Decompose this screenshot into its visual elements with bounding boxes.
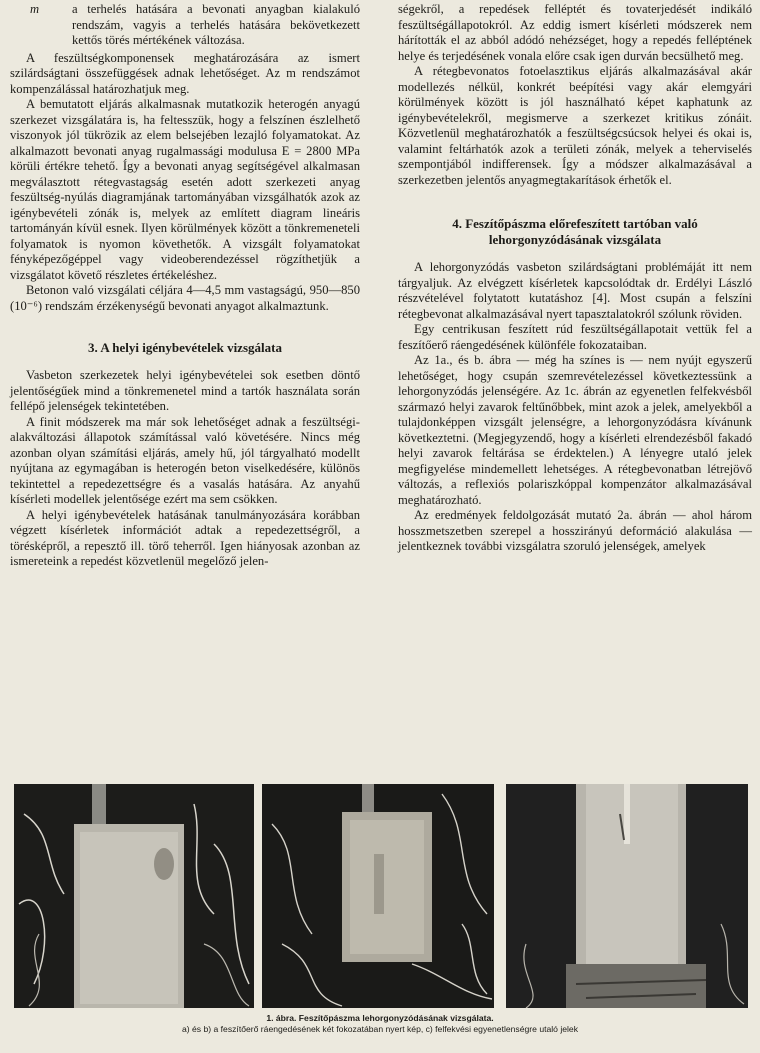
paragraph: Egy centrikusan feszített rúd feszültségállapotait vettük fel a feszítőerő ráengedésének különféle fokozataiban. (398, 322, 752, 352)
symbol-legend (10, 2, 360, 49)
left-column (10, 2, 360, 570)
paragraph: A finit módszerek ma már sok lehetőséget adnak a feszültségi-alakváltozási állapotok számítással való követésére. Nincs még azonban olyan számítási eljárás, amely hű, jól tárgyalható modellt nyújtana az egymagában is heterogén beton viselkedésére, különös tekintettel a repedezettségre és a vasalás hatására. Az anyahű kísérleti modellek jelentősége ezért ma sem csökken. (10, 414, 360, 506)
paragraph: ségekről, a repedések felléptét és tovaterjedését indikáló feszültségállapotokról. Az eddig ismert kísérleti módszerek nem hárították el az abból adódó nehézséget, hogy a repedés felléptének helye és terjedésének vonala előre csak igen durván becsülhető meg. (398, 2, 752, 63)
figure-caption (80, 1013, 680, 1035)
figure-photo-a (14, 784, 254, 1008)
paragraph: A feszültségkomponensek meghatározására az ismert szilárdságtani összefüggések adnak lehetőséget. Az m rendszámot kompenzálással határozhatjuk meg. (10, 50, 360, 96)
paragraph: Az 1a., és b. ábra — még ha színes is — nem nyújt egyszerű lehetőséget, hogy csupán szemrevételezéssel következtessünk a lehorgonyzódás jelenségére. Az 1c. ábrán az egyenetlen felfekvésből származó helyi zavarok feltűnőbbek, mint azok a jelek, amelyekből a tulajdonképpen vizsgált jelenségre, a lehorgonyzódásra kívánunk következtetni. (Megjegyzendő, hogy a kísérleti elrendezésből fakadó helyi zavarok feltárása se érdektelen.) A lényegre utaló jelek megfigyelése mindemellett lehetséges. A rétegbevonatban létrejövő változás, a reflexiós polariszkóppal kompenzátor alkalmazásával meghatározható. (398, 353, 752, 507)
caption-text: a) és b) a feszítőerő ráengedésének két fokozatában nyert kép, c) felfekvési egyenetlenségre utaló jelek (181, 1024, 579, 1034)
right-column (398, 2, 752, 555)
paragraph: Az eredmények feldolgozását mutató 2a. ábrán — ahol három hosszmetszetben szerepel a hosszirányú deformáció alakulása — jelentkeznek további vizsgálatra szoruló jelenségek, amelyek (398, 508, 752, 553)
figure-photo-b (262, 784, 494, 1008)
caption-title: 1. ábra. Feszítőpászma lehorgonyzódásának vizsgálata. (266, 1013, 494, 1023)
paragraph: Betonon való vizsgálati céljára 4—4,5 mm vastagságú, 950—850 (10⁻⁶) rendszám érzékenységű bevonati anyagot alkalmaztunk. (10, 283, 360, 313)
section-heading-4: 4. Feszítőpászma előrefeszített tartóban való lehorgonyzódásának vizsgálata (452, 216, 698, 247)
paragraph: A bemutatott eljárás alkalmasnak mutatkozik heterogén anyagú szerkezet vizsgálatára is, ha feltesszük, hogy a felszínen észlelhető viszonyok jól tükrözik az elem belsejében lezajló folyamatokat. Az alkalmazott bevonati anyag rugalmassági modulusa E = 2800 MPa körüli értékre tehető. Így a bevonati anyag segítségével alkalmasan megválasztott rétegvastagság esetén adott szerkezeti anyag feszültség-nyúlás diagramjának tartományában vizsgálhatók azok az igénybevételi zónák is, melyek az említett diagram lineáris tartományán kívül esnek. Ilyen körülmények között a tönkremeneteli folyamatok is nyomon követhetők. A vizsgált folyamatokat fényképezőgéppel vagy videoberendezéssel rögzíthetjük a vizsgálatot követő részletes értékeléshez. (10, 97, 360, 282)
figure-photo-c (506, 784, 748, 1008)
paragraph: A lehorgonyzódás vasbeton szilárdságtani problémáját itt nem tárgyaljuk. Az elvégzett kísérletek kapcsolódtak dr. Erdélyi László részvételével folytatott kutatáshoz [4]. Most csupán a felszíni rétegbevonat alkalmazásával nyert tapasztalatokról szólunk röviden. (398, 260, 752, 321)
paragraph: A rétegbevonatos fotoelasztikus eljárás alkalmazásával akár modellezés nélkül, konkrét beépítési vagy akár elemgyári körülmények között is jól használható képet kaphatunk az igénybevételekről, megismerve a szerkezet kritikus zónáit. Közvetlenül meghatározhatók a feszültségcsúcsok helyei és okai is, valamint feltárhatók azok a területi zónák, melyek a teherviselés szempontjából indifferensek. Így a módszer alkalmazásával a szerkezetben jelentős anyagmegtakarítások érhetők el. (398, 64, 752, 187)
figure-photos (14, 784, 748, 1008)
section-heading-3: 3. A helyi igénybevételek vizsgálata (88, 340, 282, 355)
paragraph: A helyi igénybevételek hatásának tanulmányozására korábban végzett kísérletek információt adtak a repedezettségről, a törésképről, a repesztő ill. törő teherről. Igen hiányosak azonban az ismereteink a repedést közvetlenül megelőző jelen- (10, 507, 360, 568)
paragraph: Vasbeton szerkezetek helyi igénybevételei sok esetben döntő jelentőségűek mind a tönkremenetel mind a tartók használata során fellépő jelenségek tekintetében. (10, 368, 360, 413)
legend-text: a terhelés hatására a bevonati anyagban kialakuló rendszám, vagyis a terhelés hatására bekövetkezett kettős törés mértékének változása. (72, 2, 360, 47)
legend-symbol: m (30, 2, 40, 16)
